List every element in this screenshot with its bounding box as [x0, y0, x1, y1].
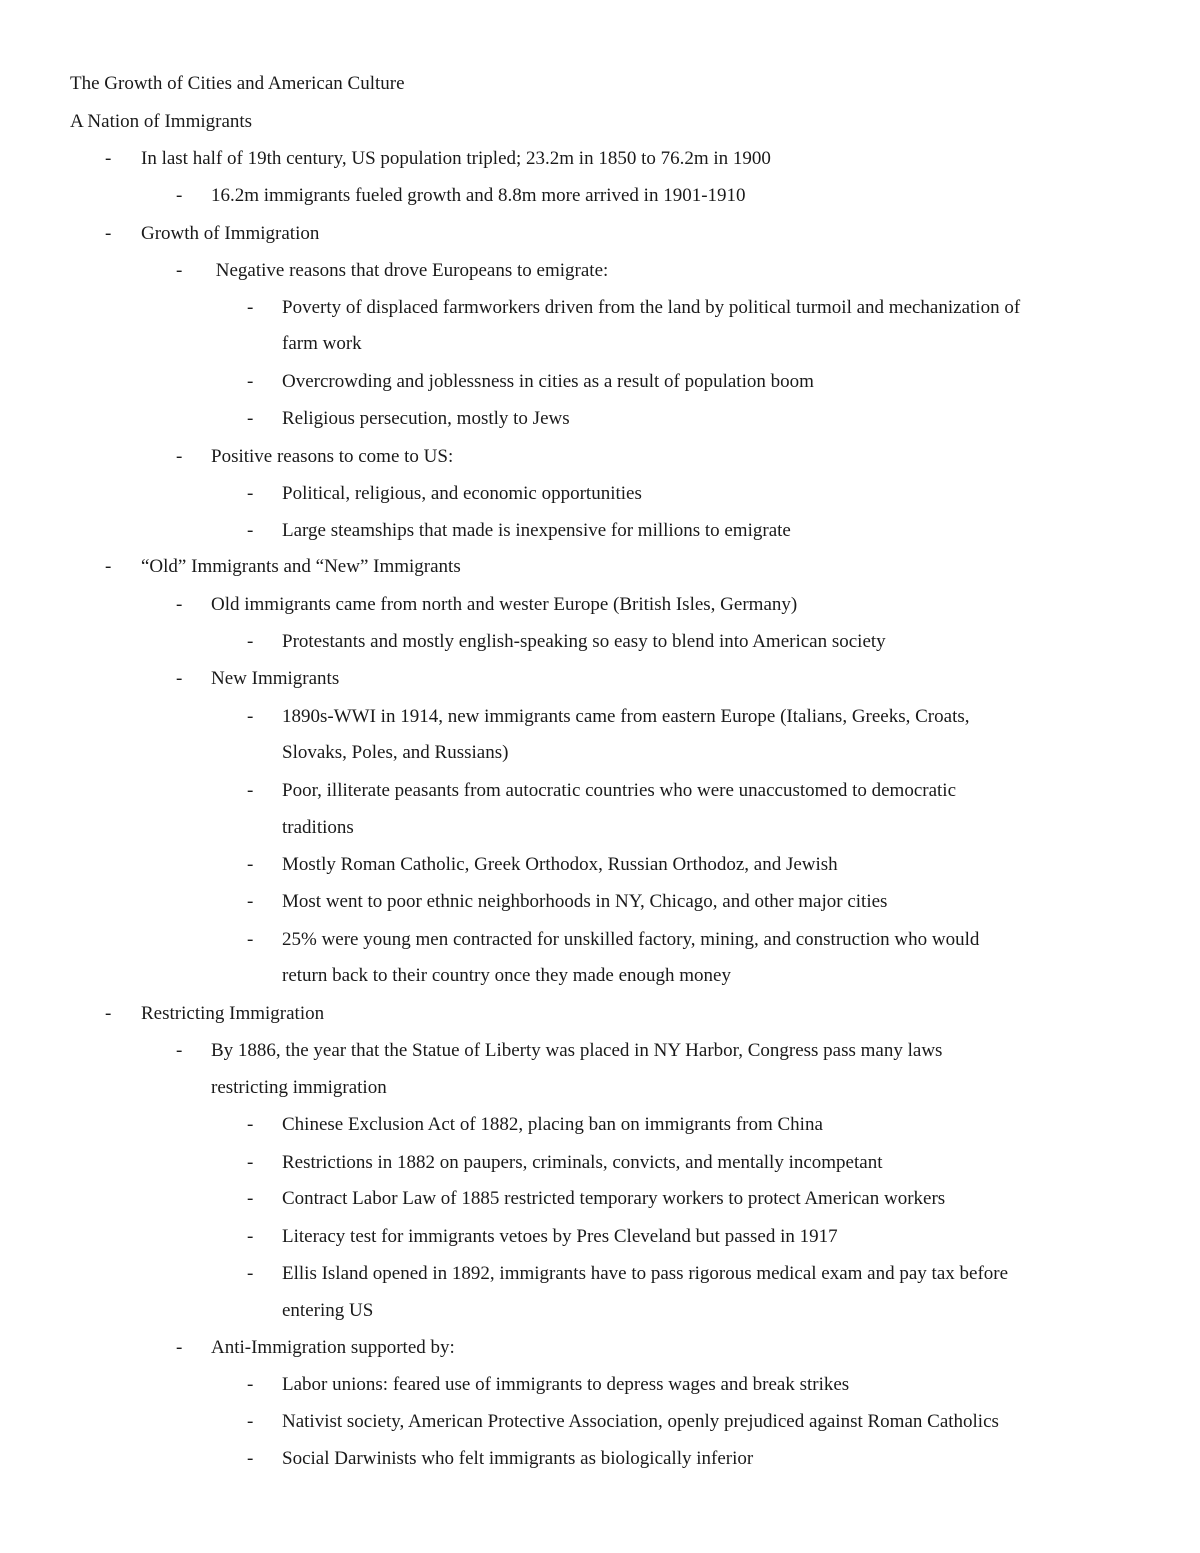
outline-item-level-3: Overcrowding and joblessness in cities as a result of population boom: [282, 371, 814, 392]
bullet-dash: -: [247, 1411, 254, 1432]
outline-item-level-2: 16.2m immigrants fueled growth and 8.8m more arrived in 1901-1910: [211, 185, 746, 206]
outline-item-level-3: Mostly Roman Catholic, Greek Orthodox, Russian Orthodoz, and Jewish: [282, 854, 838, 875]
bullet-dash: -: [176, 260, 183, 281]
bullet-dash: -: [247, 854, 254, 875]
bullet-dash: -: [247, 706, 254, 727]
bullet-dash: -: [247, 631, 254, 652]
outline-item-level-3: Ellis Island opened in 1892, immigrants have to pass rigorous medical exam and pay tax before: [282, 1263, 1009, 1284]
outline-item-level-3: Chinese Exclusion Act of 1882, placing ban on immigrants from China: [282, 1114, 823, 1135]
outline-item-level-3: Poor, illiterate peasants from autocratic countries who were unaccustomed to democratic: [282, 780, 957, 801]
outline-item-continuation: traditions: [282, 817, 354, 838]
bullet-dash: -: [247, 408, 254, 429]
bullet-dash: -: [247, 483, 254, 504]
bullet-dash: -: [247, 297, 254, 318]
bullet-dash: -: [105, 556, 112, 577]
outline-item-continuation: farm work: [282, 333, 362, 354]
document-title: The Growth of Cities and American Culture: [70, 73, 405, 94]
bullet-dash: -: [176, 594, 183, 615]
bullet-dash: -: [176, 185, 183, 206]
outline-item-level-3: Contract Labor Law of 1885 restricted temporary workers to protect American workers: [282, 1188, 946, 1209]
bullet-dash: -: [247, 891, 254, 912]
outline-item-level-2: Old immigrants came from north and wester Europe (British Isles, Germany): [211, 594, 798, 615]
bullet-dash: -: [247, 929, 254, 950]
outline-item-level-1: Restricting Immigration: [141, 1003, 325, 1024]
outline-item-level-1: Growth of Immigration: [141, 223, 320, 244]
outline-item-continuation: return back to their country once they made enough money: [282, 965, 731, 986]
bullet-dash: -: [176, 668, 183, 689]
outline-item-level-3: Most went to poor ethnic neighborhoods in NY, Chicago, and other major cities: [282, 891, 888, 912]
bullet-dash: -: [247, 1226, 254, 1247]
bullet-dash: -: [247, 1188, 254, 1209]
outline-item-level-3: Religious persecution, mostly to Jews: [282, 408, 570, 429]
outline-item-level-3: Protestants and mostly english-speaking so easy to blend into American society: [282, 631, 886, 652]
outline-item-level-3: Social Darwinists who felt immigrants as biologically inferior: [282, 1448, 754, 1469]
bullet-dash: -: [247, 1448, 254, 1469]
outline-item-level-3: Nativist society, American Protective Association, openly prejudiced against Roman Catholics: [282, 1411, 999, 1432]
bullet-dash: -: [247, 520, 254, 541]
bullet-dash: -: [105, 148, 112, 169]
outline-item-level-2: Positive reasons to come to US:: [211, 446, 454, 467]
outline-item-level-3: Restrictions in 1882 on paupers, criminals, convicts, and mentally incompetant: [282, 1152, 883, 1173]
outline-item-level-3: Poverty of displaced farmworkers driven from the land by political turmoil and mechanization of: [282, 297, 1021, 318]
bullet-dash: -: [247, 780, 254, 801]
outline-item-continuation: entering US: [282, 1300, 374, 1321]
bullet-dash: -: [247, 1263, 254, 1284]
outline-item-level-3: 25% were young men contracted for unskilled factory, mining, and construction who would: [282, 929, 980, 950]
section-heading: A Nation of Immigrants: [70, 111, 253, 132]
bullet-dash: -: [176, 1337, 183, 1358]
bullet-dash: -: [105, 1003, 112, 1024]
outline-item-level-3: Large steamships that made is inexpensive for millions to emigrate: [282, 520, 791, 541]
outline-item-level-3: Literacy test for immigrants vetoes by Pres Cleveland but passed in 1917: [282, 1226, 838, 1247]
bullet-dash: -: [247, 1114, 254, 1135]
outline-item-level-2: Negative reasons that drove Europeans to emigrate:: [211, 260, 609, 281]
outline-item-level-2: By 1886, the year that the Statue of Liberty was placed in NY Harbor, Congress pass many laws: [211, 1040, 943, 1061]
outline-item-continuation: Slovaks, Poles, and Russians): [282, 742, 509, 763]
outline-item-level-1: In last half of 19th century, US population tripled; 23.2m in 1850 to 76.2m in 1900: [141, 148, 771, 169]
bullet-dash: -: [176, 1040, 183, 1061]
bullet-dash: -: [247, 1152, 254, 1173]
outline-item-continuation: restricting immigration: [211, 1077, 387, 1098]
outline-item-level-1: “Old” Immigrants and “New” Immigrants: [141, 556, 461, 577]
bullet-dash: -: [105, 223, 112, 244]
outline-item-level-3: Labor unions: feared use of immigrants to depress wages and break strikes: [282, 1374, 850, 1395]
outline-item-level-3: 1890s-WWI in 1914, new immigrants came from eastern Europe (Italians, Greeks, Croats,: [282, 706, 970, 727]
outline-item-level-3: Political, religious, and economic opportunities: [282, 483, 642, 504]
bullet-dash: -: [176, 446, 183, 467]
outline-item-level-2: Anti-Immigration supported by:: [211, 1337, 455, 1358]
bullet-dash: -: [247, 1374, 254, 1395]
bullet-dash: -: [247, 371, 254, 392]
outline-item-level-2: New Immigrants: [211, 668, 340, 689]
